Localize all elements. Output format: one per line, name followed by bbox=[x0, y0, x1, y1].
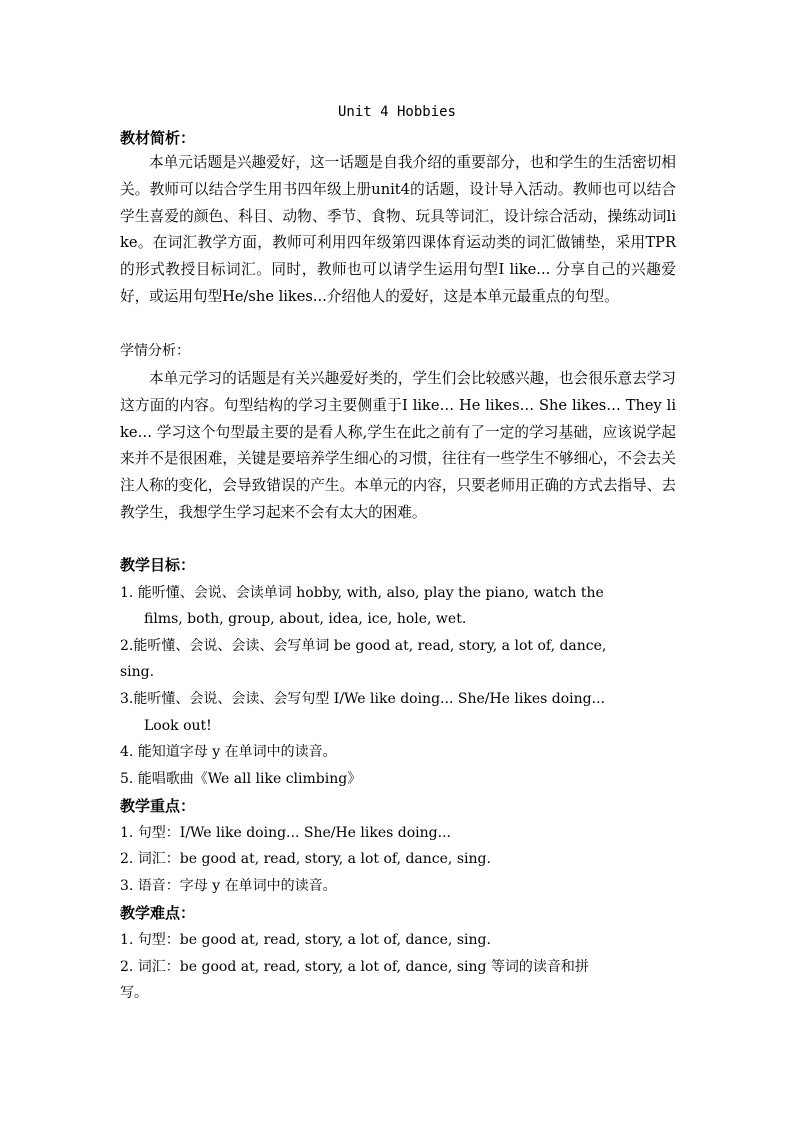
key-point-3: 3. 语音：字母 y 在单词中的读音。 bbox=[120, 878, 337, 894]
difficulty-1: 1. 句型：be good at, read, story, a lot of, dance, sing. bbox=[120, 932, 491, 948]
goal-item-3-cont: Look out! bbox=[144, 718, 212, 734]
section-heading-students: 学情分析： bbox=[120, 343, 190, 359]
section-heading-analysis: 教材简析： bbox=[120, 129, 196, 147]
analysis-paragraph: 本单元话题是兴趣爱好，这一话题是自我介绍的重要部分，也和学生的生活密切相关。教师可以结合学生用书四年级上册unit4的话题，设计导入活动。教师也可以结合学生喜爱的颜色、科目、动物、季节、食物、玩具等词汇，设计综合活动，操练动词like。在词汇教学方面，教师可利用四年级第四课体育运动类的词汇做铺垫，采用TPR的形式教授目标词汇。同时，教师也可以请学生运用句型I like... 分享自己的兴趣爱好，或运用句型He/she likes...介绍他人的爱好，这是本单元最重点的句型。 bbox=[120, 154, 676, 305]
difficulty-2: 2. 词汇：be good at, read, story, a lot of, dance, sing 等词的读音和拼 bbox=[120, 959, 589, 975]
students-paragraph: 本单元学习的话题是有关兴趣爱好类的，学生们会比较感兴趣，也会很乐意去学习这方面的内容。句型结构的学习主要侧重于I like… He likes… She likes… They like… 学习这个句型最主要的是看人称,学生在此之前有了一定的学习基础，应该说学起来并不是很困难，关键是要培养学生细心的习惯，往往有一些学生不够细心，不会去关注人称的变化，会导致错误的产生。本单元的内容，只要老师用正确的方式去指导、去教学生，我想学生学习起来不会有太大的困难。 bbox=[120, 370, 676, 521]
goal-item-4: 4. 能知道字母 y 在单词中的读音。 bbox=[120, 744, 337, 760]
section-heading-key-points: 教学重点： bbox=[120, 797, 196, 815]
section-heading-goals: 教学目标： bbox=[120, 556, 196, 574]
document-title: Unit 4 Hobbies bbox=[337, 104, 456, 120]
goal-item-1: 1. 能听懂、会说、会读单词 hobby, with, also, play the piano, watch the bbox=[120, 585, 604, 601]
goal-item-1-cont: films, both, group, about, idea, ice, hole, wet. bbox=[144, 611, 467, 627]
goal-item-2: 2.能听懂、会说、会读、会写单词 be good at, read, story, a lot of, dance, bbox=[120, 638, 607, 654]
goal-item-2-cont: sing. bbox=[120, 664, 155, 680]
goal-item-5: 5. 能唱歌曲《We all like climbing》 bbox=[120, 771, 362, 787]
key-point-1: 1. 句型：I/We like doing... She/He likes doing... bbox=[120, 825, 451, 841]
key-point-2: 2. 词汇：be good at, read, story, a lot of, dance, sing. bbox=[120, 851, 491, 867]
difficulty-2-cont: 写。 bbox=[120, 985, 148, 1001]
section-heading-difficulties: 教学难点： bbox=[120, 904, 196, 922]
goal-item-3: 3.能听懂、会说、会读、会写句型 I/We like doing... She/He likes doing... bbox=[120, 691, 605, 707]
